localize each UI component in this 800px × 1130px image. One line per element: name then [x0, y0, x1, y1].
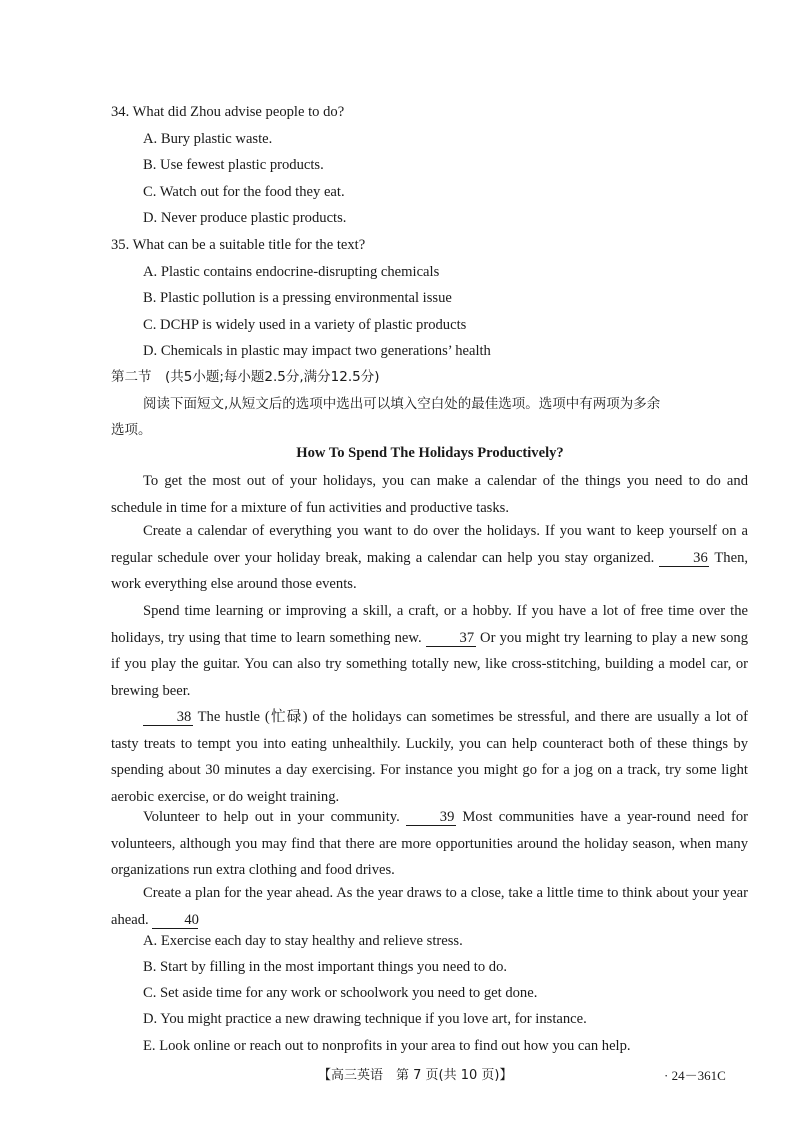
paragraph-2 [111, 518, 748, 598]
paragraph-4-text: The hustle (忙碌) of the holidays can sometimes be stressful, and there are usually a lot of tasty treats to tempt you into eating unhealthily. Luckily, you can help counteract both of these things by spending about 30 minutes a day exercising. For instance you might go for a jog on a track, try some light aerobic exercise, or do weight training. [111, 709, 748, 805]
footer-page-label: 【高三英语 第 7 页(共 10 页)】 [318, 1068, 513, 1083]
choice-e: E. Look online or reach out to nonprofits in your area to find out how you can help. [143, 1038, 631, 1054]
paragraph-5-text-after: Most communities have a year-round need for volunteers, although you may find that there are more opportunities around the holiday season, when many organizations run extra clothing and food drives. [111, 809, 748, 878]
footer-code: · 24－361C [664, 1068, 726, 1083]
paragraph-5 [111, 804, 748, 884]
question-35-option-a: A. Plastic contains endocrine-disrupting chemicals [143, 264, 440, 280]
paragraph-6 [111, 880, 748, 933]
blank-36[interactable]: 36 [659, 550, 709, 567]
blank-39[interactable]: 39 [406, 809, 456, 826]
paragraph-2-text-after: Then, work everything else around those events. [111, 549, 749, 592]
section-heading: 第二节 (共5小题;每小题2.5分,满分12.5分) [111, 369, 380, 385]
blank-37[interactable]: 37 [426, 630, 476, 647]
choice-d: D. You might practice a new drawing technique if you love art, for instance. [143, 1011, 587, 1027]
question-35-stem: 35. What can be a suitable title for the text? [111, 237, 366, 253]
blank-38[interactable]: 38 [143, 709, 193, 726]
question-34-option-b: B. Use fewest plastic products. [143, 157, 324, 173]
section-instruction-line-1: 阅读下面短文,从短文后的选项中选出可以填入空白处的最佳选项。选项中有两项为多余 [143, 396, 661, 412]
question-34-option-c: C. Watch out for the food they eat. [143, 184, 345, 200]
paragraph-4 [111, 704, 748, 810]
question-35-option-d: D. Chemicals in plastic may impact two generations’ health [143, 343, 491, 359]
choice-b: B. Start by filling in the most important things you need to do. [143, 959, 508, 975]
paragraph-3 [111, 598, 748, 704]
question-34-option-a: A. Bury plastic waste. [143, 131, 273, 147]
paragraph-6-text-before: Create a plan for the year ahead. As the year draws to a close, take a little time to think about your year ahead. [111, 885, 748, 928]
section-instruction-line-2: 选项。 [111, 422, 152, 438]
question-35-option-c: C. DCHP is widely used in a variety of plastic products [143, 317, 467, 333]
paragraph-1 [111, 468, 748, 521]
question-35-option-b: B. Plastic pollution is a pressing environmental issue [143, 290, 452, 306]
blank-40[interactable]: 40 [152, 912, 198, 929]
paragraph-3-text-before: Spend time learning or improving a skill, a craft, or a hobby. If you have a lot of free time over the holidays, try using that time to learn something new. [111, 603, 748, 646]
question-34-option-d: D. Never produce plastic products. [143, 210, 347, 226]
choice-a: A. Exercise each day to stay healthy and relieve stress. [143, 933, 463, 949]
passage-title: How To Spend The Holidays Productively? [296, 445, 564, 461]
paragraph-5-text-before: Volunteer to help out in your community. [143, 809, 400, 825]
paragraph-3-text-after: Or you might try learning to play a new song if you play the guitar. You can also try something totally new, like cross-stitching, building a model car, or brewing beer. [111, 629, 748, 699]
paragraph-2-text-before: Create a calendar of everything you want to do over the holidays. If you want to keep yourself on a regular schedule over your holiday break, making a calendar can help you stay organized. [111, 523, 748, 566]
question-34-stem: 34. What did Zhou advise people to do? [111, 104, 345, 120]
paragraph-1-text: To get the most out of your holidays, you can make a calendar of the things you need to do and schedule in time for a mixture of fun activities and productive tasks. [111, 473, 748, 516]
choice-c: C. Set aside time for any work or schoolwork you need to get done. [143, 985, 538, 1001]
